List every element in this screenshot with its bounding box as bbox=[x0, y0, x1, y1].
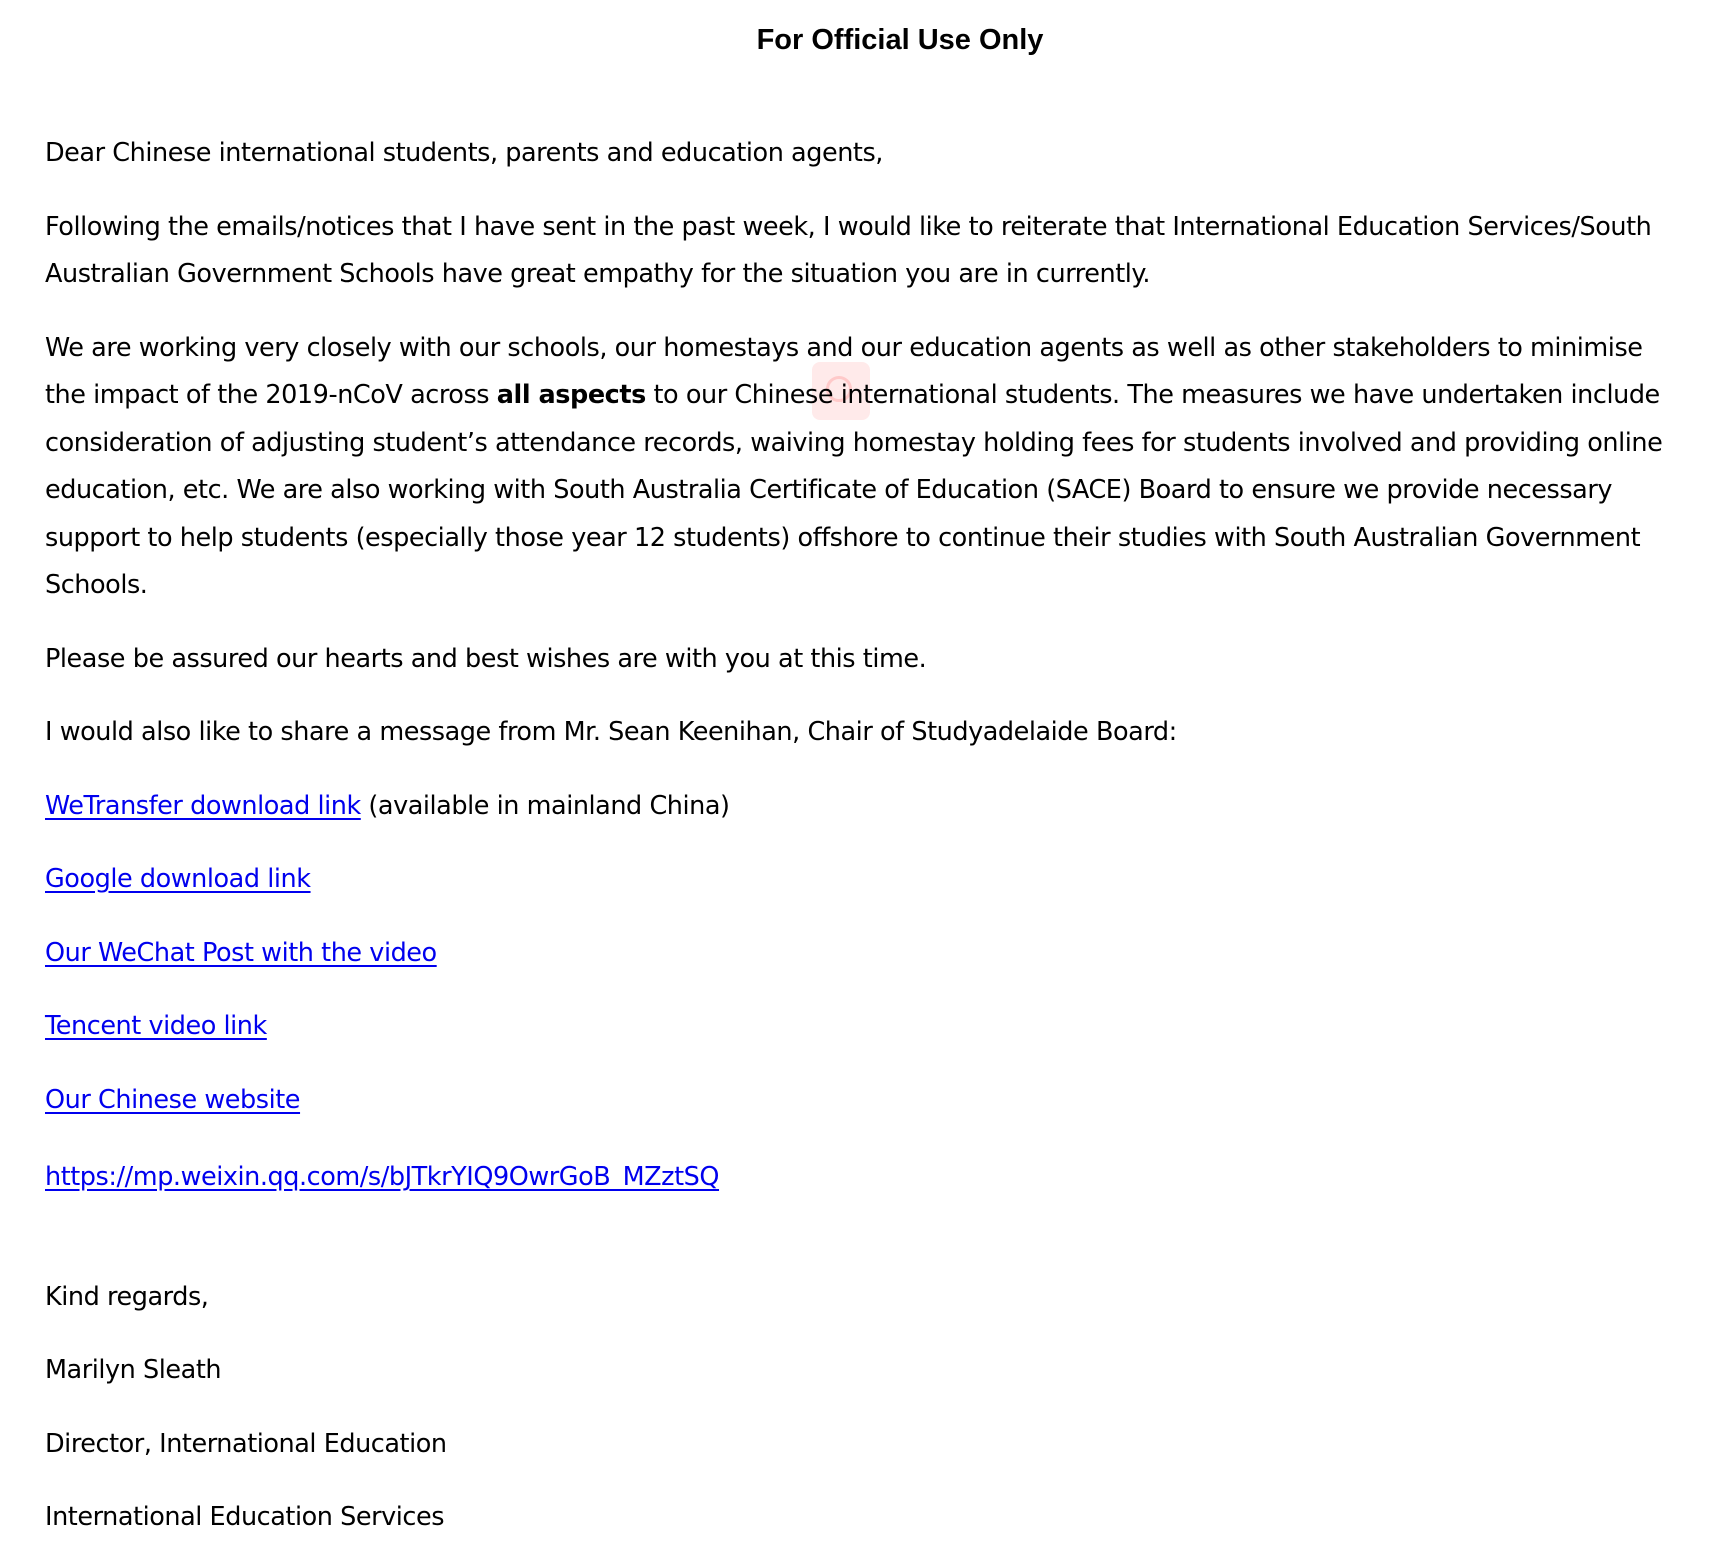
letter-body bbox=[45, 130, 1714, 1546]
paragraph-line: education, etc. We are also working with South Australia Certificate of Education (SACE) Board to ensure we provide necessary bbox=[45, 475, 1613, 505]
greeting: Dear Chinese international students, parents and education agents, bbox=[45, 138, 883, 168]
spacer bbox=[45, 1228, 1714, 1274]
paragraph-wishes: Please be assured our hearts and best wishes are with you at this time. bbox=[45, 643, 927, 674]
signature-name: Marilyn Sleath bbox=[45, 1355, 222, 1385]
google-link-row bbox=[45, 856, 1714, 904]
chinese-website-link[interactable]: Our Chinese website bbox=[45, 1084, 301, 1115]
wetransfer-link-row bbox=[45, 783, 1714, 831]
paragraph-line: Australian Government Schools have great empathy for the situation you are in currently. bbox=[45, 259, 1151, 289]
paragraph-line: support to help students (especially those year 12 students) offshore to continue their studies with South Australian Government bbox=[45, 522, 1641, 553]
chinese-site-link-row bbox=[45, 1077, 1714, 1125]
tencent-link-row bbox=[45, 1003, 1714, 1051]
paragraph-measures bbox=[45, 325, 1714, 610]
paragraph-line: We are working very closely with our schools, our homestays and our education agents as well as other stakeholders to minimise bbox=[45, 332, 1643, 363]
paragraph-share-message: I would also like to share a message from Mr. Sean Keenihan, Chair of Studyadelaide Board: bbox=[45, 717, 1177, 747]
wetransfer-download-link[interactable]: WeTransfer download link bbox=[45, 790, 361, 821]
paragraph-text: the impact of the 2019-nCoV across bbox=[45, 380, 497, 410]
bold-emphasis: all aspects bbox=[496, 380, 646, 410]
wechat-link-row bbox=[45, 930, 1714, 978]
weixin-url-link[interactable]: https://mp.weixin.qq.com/s/bJTkrYIQ9OwrGoB_MZztSQ bbox=[45, 1162, 720, 1192]
tencent-video-link[interactable]: Tencent video link bbox=[45, 1011, 267, 1041]
closing: Kind regards, bbox=[45, 1281, 209, 1312]
classification-header: For Official Use Only bbox=[756, 24, 1044, 56]
url-link-row bbox=[45, 1154, 1714, 1202]
signature-org: International Education Services bbox=[45, 1502, 445, 1532]
wechat-post-link[interactable]: Our WeChat Post with the video bbox=[45, 937, 437, 968]
paragraph-line bbox=[45, 372, 1714, 420]
paragraph-line: Schools. bbox=[45, 570, 148, 600]
paragraph-line: Following the emails/notices that I have sent in the past week, I would like to reiterate that International Education Services/South bbox=[45, 211, 1652, 242]
paragraph-text: to our Chinese international students. The measures we have undertaken include bbox=[645, 380, 1660, 410]
paragraph-line: consideration of adjusting student’s attendance records, waiving homestay holding fees for students involved and providing online bbox=[45, 427, 1663, 458]
signature-title: Director, International Education bbox=[45, 1428, 447, 1459]
link-note: (available in mainland China) bbox=[360, 790, 730, 821]
paragraph-empathy bbox=[45, 204, 1714, 299]
google-download-link[interactable]: Google download link bbox=[45, 864, 311, 894]
